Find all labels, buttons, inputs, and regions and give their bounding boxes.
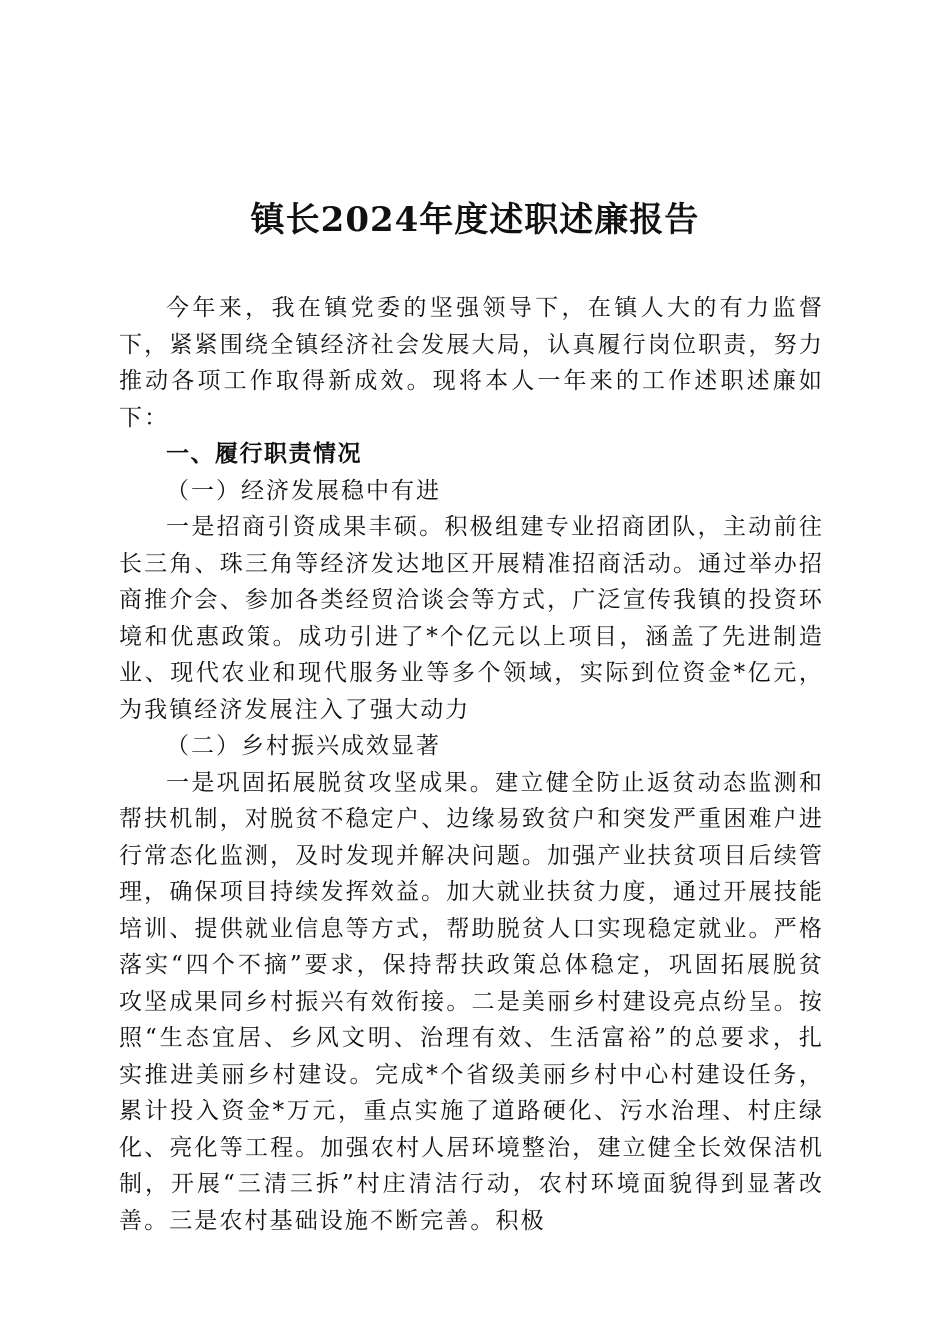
section-heading-duties: 一、履行职责情况	[166, 441, 362, 467]
rural-paragraph: 一是巩固拓展脱贫攻坚成果。建立健全防止返贫动态监测和帮扶机制，对脱贫不稳定户、边缘易致贫户和突发严重困难户进行常态化监测，及时发现并解决问题。加强产业扶贫项目后续管理，确保项目持续发挥效益。加大就业扶贫力度，通过开展技能培训、提供就业信息等方式，帮助脱贫人口实现稳定就业。严格落实“四个不摘”要求，保持帮扶政策总体稳定，巩固拓展脱贫攻坚成果同乡村振兴有效衔接。二是美丽乡村建设亮点纷呈。按照“生态宜居、乡风文明、治理有效、生活富裕”的总要求，扎实推进美丽乡村建设。完成*个省级美丽乡村中心村建设任务，累计投入资金*万元，重点实施了道路硬化、污水治理、村庄绿化、亮化等工程。加强农村人居环境整治，建立健全长效保洁机制，开展“三清三拆”村庄清洁行动，农村环境面貌得到显著改善。三是农村基础设施不断完善。积极	[119, 769, 824, 1234]
document-body	[119, 290, 824, 1239]
intro-paragraph: 今年来，我在镇党委的坚强领导下，在镇人大的有力监督下，紧紧围绕全镇经济社会发展大局，认真履行岗位职责，努力推动各项工作取得新成效。现将本人一年来的工作述职述廉如下：	[119, 295, 824, 431]
subsection-heading-economy: （一）经济发展稳中有进	[166, 477, 441, 504]
economy-paragraph: 一是招商引资成果丰硕。积极组建专业招商团队，主动前往长三角、珠三角等经济发达地区开展精准招商活动。通过举办招商推介会、参加各类经贸洽谈会等方式，广泛宣传我镇的投资环境和优惠政策。成功引进了*个亿元以上项目，涵盖了先进制造业、现代农业和现代服务业等多个领域，实际到位资金*亿元，为我镇经济发展注入了强大动力	[119, 514, 824, 723]
document-title: 镇长2024年度述职述廉报告	[250, 200, 700, 240]
subsection-heading-rural: （二）乡村振兴成效显著	[166, 733, 441, 759]
